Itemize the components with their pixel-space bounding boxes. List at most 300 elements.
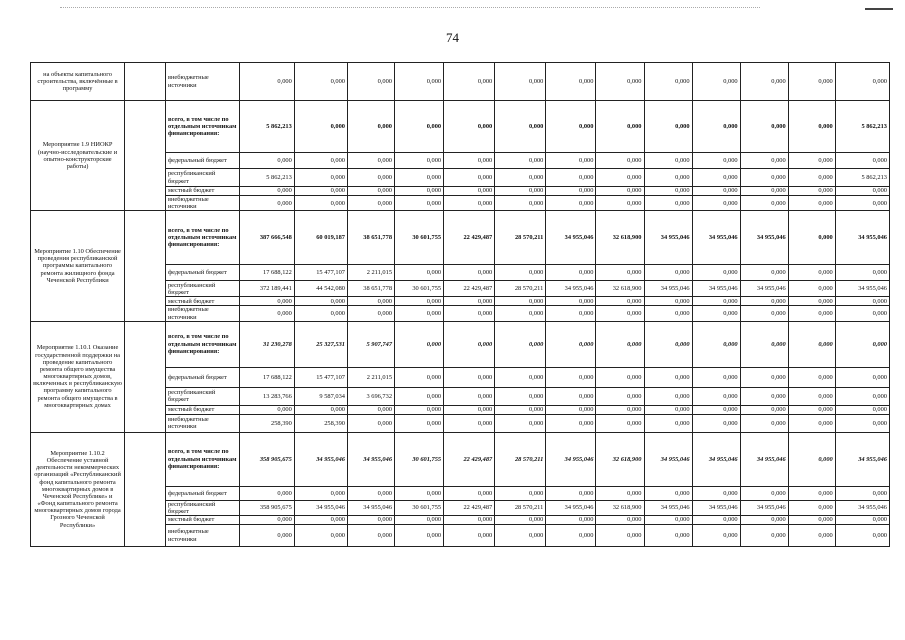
amount-cell: 0,000	[546, 306, 596, 321]
amount-cell: 0,000	[495, 187, 546, 196]
amount-cell: 0,000	[347, 101, 394, 153]
amount-cell: 34 955,046	[294, 500, 347, 515]
amount-cell: 0,000	[692, 297, 740, 306]
amount-cell: 0,000	[444, 367, 495, 387]
amount-cell: 0,000	[347, 196, 394, 211]
amount-cell: 0,000	[692, 187, 740, 196]
amount-cell: 0,000	[788, 367, 835, 387]
amount-cell: 34 955,046	[835, 500, 889, 515]
amount-cell: 0,000	[596, 387, 644, 405]
amount-cell: 0,000	[644, 306, 692, 321]
amount-cell: 0,000	[835, 525, 889, 547]
event-name-cell: Мероприятие 1.10.2 Обеспечение уставной деятельности некоммерческих организаций «Республиканский фонд капитального ремонта многоквартирных домов в Чеченской Республике» и «Фонд капитального ремонта многоквартирных домов города Грозного Чеченской Республики»	[31, 432, 125, 546]
amount-cell: 0,000	[546, 387, 596, 405]
amount-cell: 0,000	[740, 265, 788, 281]
table-row	[31, 432, 890, 486]
amount-cell: 0,000	[444, 306, 495, 321]
amount-cell: 0,000	[596, 153, 644, 169]
amount-cell: 0,000	[788, 432, 835, 486]
amount-cell: 0,000	[395, 63, 444, 101]
funding-source-cell: всего, в том числе по отдельным источникам финансирования:	[165, 432, 239, 486]
amount-cell: 34 955,046	[835, 432, 889, 486]
amount-cell: 28 570,211	[495, 211, 546, 265]
amount-cell: 0,000	[835, 486, 889, 500]
empty-cell	[125, 211, 166, 321]
amount-cell: 0,000	[596, 169, 644, 187]
table-row	[31, 101, 890, 153]
amount-cell: 0,000	[644, 321, 692, 367]
amount-cell: 0,000	[395, 387, 444, 405]
empty-cell	[125, 101, 166, 211]
amount-cell: 0,000	[644, 101, 692, 153]
amount-cell: 0,000	[835, 516, 889, 525]
amount-cell: 0,000	[495, 101, 546, 153]
event-name-cell: на объекты капитального строительства, включённые в программу	[31, 63, 125, 101]
amount-cell: 0,000	[835, 297, 889, 306]
amount-cell: 0,000	[692, 169, 740, 187]
amount-cell: 0,000	[644, 196, 692, 211]
amount-cell: 0,000	[740, 486, 788, 500]
amount-cell: 0,000	[495, 297, 546, 306]
amount-cell: 0,000	[294, 101, 347, 153]
empty-cell	[125, 63, 166, 101]
amount-cell: 5 862,213	[239, 169, 294, 187]
amount-cell: 17 688,122	[239, 367, 294, 387]
amount-cell: 358 905,675	[239, 432, 294, 486]
amount-cell: 0,000	[239, 297, 294, 306]
amount-cell: 358 905,675	[239, 500, 294, 515]
funding-source-cell: федеральный бюджет	[165, 153, 239, 169]
amount-cell: 0,000	[546, 101, 596, 153]
funding-source-cell: местный бюджет	[165, 405, 239, 414]
amount-cell: 0,000	[239, 405, 294, 414]
amount-cell: 0,000	[347, 187, 394, 196]
page-number: 74	[446, 30, 459, 45]
amount-cell: 0,000	[692, 367, 740, 387]
amount-cell: 0,000	[692, 516, 740, 525]
corner-mark	[865, 8, 893, 10]
amount-cell: 0,000	[347, 63, 394, 101]
amount-cell: 0,000	[395, 153, 444, 169]
event-name-cell: Мероприятие 1.9 НИОКР (научно-исследовательские и опытно-конструкторские работы)	[31, 101, 125, 211]
amount-cell: 0,000	[546, 405, 596, 414]
amount-cell: 0,000	[788, 265, 835, 281]
funding-source-cell: внебюджетные источники	[165, 63, 239, 101]
amount-cell: 0,000	[444, 153, 495, 169]
amount-cell: 0,000	[395, 306, 444, 321]
amount-cell: 34 955,046	[692, 281, 740, 297]
amount-cell: 0,000	[596, 414, 644, 432]
amount-cell: 34 955,046	[835, 211, 889, 265]
amount-cell: 0,000	[444, 321, 495, 367]
amount-cell: 0,000	[788, 321, 835, 367]
amount-cell: 34 955,046	[294, 432, 347, 486]
amount-cell: 0,000	[546, 265, 596, 281]
funding-source-cell: республиканский бюджет	[165, 387, 239, 405]
amount-cell: 0,000	[294, 196, 347, 211]
amount-cell: 0,000	[546, 367, 596, 387]
amount-cell: 0,000	[239, 516, 294, 525]
amount-cell: 0,000	[239, 306, 294, 321]
amount-cell: 0,000	[788, 414, 835, 432]
event-name-cell: Мероприятие 1.10 Обеспечение проведения республиканской программы капитального ремонта жилищного фонда Чеченской Республики	[31, 211, 125, 321]
amount-cell: 0,000	[395, 367, 444, 387]
amount-cell: 0,000	[347, 153, 394, 169]
amount-cell: 28 570,211	[495, 281, 546, 297]
amount-cell: 0,000	[596, 196, 644, 211]
amount-cell: 0,000	[692, 196, 740, 211]
amount-cell: 372 189,441	[239, 281, 294, 297]
amount-cell: 0,000	[347, 297, 394, 306]
amount-cell: 0,000	[596, 187, 644, 196]
amount-cell: 0,000	[835, 187, 889, 196]
funding-source-cell: внебюджетные источники	[165, 306, 239, 321]
amount-cell: 0,000	[835, 306, 889, 321]
amount-cell: 5 862,213	[239, 101, 294, 153]
amount-cell: 0,000	[395, 405, 444, 414]
amount-cell: 0,000	[239, 525, 294, 547]
amount-cell: 0,000	[740, 306, 788, 321]
amount-cell: 0,000	[395, 101, 444, 153]
amount-cell: 32 618,900	[596, 211, 644, 265]
amount-cell: 2 211,015	[347, 367, 394, 387]
amount-cell: 34 955,046	[546, 281, 596, 297]
amount-cell: 0,000	[692, 321, 740, 367]
amount-cell: 0,000	[740, 516, 788, 525]
amount-cell: 0,000	[239, 153, 294, 169]
funding-source-cell: местный бюджет	[165, 516, 239, 525]
amount-cell: 0,000	[444, 516, 495, 525]
amount-cell: 0,000	[546, 187, 596, 196]
amount-cell: 3 696,732	[347, 387, 394, 405]
amount-cell: 28 570,211	[495, 500, 546, 515]
amount-cell: 0,000	[788, 169, 835, 187]
amount-cell: 0,000	[788, 196, 835, 211]
amount-cell: 0,000	[347, 405, 394, 414]
amount-cell: 0,000	[444, 525, 495, 547]
amount-cell: 0,000	[395, 297, 444, 306]
amount-cell: 0,000	[788, 387, 835, 405]
amount-cell: 0,000	[596, 525, 644, 547]
amount-cell: 28 570,211	[495, 432, 546, 486]
amount-cell: 0,000	[239, 63, 294, 101]
amount-cell: 0,000	[294, 187, 347, 196]
amount-cell: 0,000	[495, 367, 546, 387]
amount-cell: 0,000	[692, 387, 740, 405]
amount-cell: 15 477,107	[294, 265, 347, 281]
amount-cell: 38 651,778	[347, 211, 394, 265]
amount-cell: 0,000	[495, 169, 546, 187]
amount-cell: 0,000	[444, 63, 495, 101]
amount-cell: 0,000	[692, 486, 740, 500]
amount-cell: 0,000	[546, 297, 596, 306]
amount-cell: 0,000	[788, 500, 835, 515]
amount-cell: 34 955,046	[835, 281, 889, 297]
amount-cell: 0,000	[644, 516, 692, 525]
amount-cell: 0,000	[546, 153, 596, 169]
amount-cell: 0,000	[740, 169, 788, 187]
amount-cell: 0,000	[596, 321, 644, 367]
amount-cell: 0,000	[596, 486, 644, 500]
amount-cell: 0,000	[495, 196, 546, 211]
amount-cell: 0,000	[740, 414, 788, 432]
amount-cell: 9 587,034	[294, 387, 347, 405]
amount-cell: 0,000	[788, 281, 835, 297]
amount-cell: 34 955,046	[347, 432, 394, 486]
amount-cell: 60 019,187	[294, 211, 347, 265]
amount-cell: 34 955,046	[692, 211, 740, 265]
amount-cell: 0,000	[546, 516, 596, 525]
amount-cell: 0,000	[644, 405, 692, 414]
amount-cell: 0,000	[788, 306, 835, 321]
amount-cell: 31 230,278	[239, 321, 294, 367]
amount-cell: 0,000	[495, 321, 546, 367]
amount-cell: 44 542,080	[294, 281, 347, 297]
amount-cell: 0,000	[347, 306, 394, 321]
amount-cell: 0,000	[347, 169, 394, 187]
amount-cell: 0,000	[835, 367, 889, 387]
amount-cell: 0,000	[294, 63, 347, 101]
amount-cell: 0,000	[546, 414, 596, 432]
amount-cell: 0,000	[495, 387, 546, 405]
amount-cell: 0,000	[294, 486, 347, 500]
amount-cell: 0,000	[546, 525, 596, 547]
amount-cell: 0,000	[644, 367, 692, 387]
amount-cell: 0,000	[692, 405, 740, 414]
table-row	[31, 63, 890, 101]
amount-cell: 22 429,487	[444, 432, 495, 486]
amount-cell: 0,000	[788, 153, 835, 169]
amount-cell: 0,000	[692, 525, 740, 547]
amount-cell: 0,000	[395, 516, 444, 525]
amount-cell: 0,000	[546, 63, 596, 101]
amount-cell: 0,000	[835, 321, 889, 367]
amount-cell: 0,000	[596, 297, 644, 306]
amount-cell: 0,000	[692, 306, 740, 321]
empty-cell	[125, 432, 166, 546]
amount-cell: 30 601,755	[395, 500, 444, 515]
amount-cell: 34 955,046	[347, 500, 394, 515]
amount-cell: 0,000	[644, 525, 692, 547]
amount-cell: 0,000	[444, 486, 495, 500]
amount-cell: 30 601,755	[395, 432, 444, 486]
amount-cell: 0,000	[740, 405, 788, 414]
amount-cell: 32 618,900	[596, 500, 644, 515]
amount-cell: 22 429,487	[444, 500, 495, 515]
amount-cell: 0,000	[644, 169, 692, 187]
scan-artifact-line	[60, 7, 760, 9]
amount-cell: 0,000	[294, 306, 347, 321]
amount-cell: 0,000	[444, 414, 495, 432]
funding-source-cell: внебюджетные источники	[165, 414, 239, 432]
funding-source-cell: федеральный бюджет	[165, 367, 239, 387]
amount-cell: 0,000	[740, 187, 788, 196]
amount-cell: 0,000	[495, 63, 546, 101]
event-name-cell: Мероприятие 1.10.1 Оказание государственной поддержки на проведение капитального ремонта общего имущества многоквартирных домов, включенных в республиканскую программу капитального ремонта общего имущества в многоквартирных домах	[31, 321, 125, 432]
amount-cell: 0,000	[644, 63, 692, 101]
amount-cell: 0,000	[444, 169, 495, 187]
amount-cell: 13 283,766	[239, 387, 294, 405]
amount-cell: 34 955,046	[740, 432, 788, 486]
amount-cell: 34 955,046	[644, 211, 692, 265]
amount-cell: 34 955,046	[644, 500, 692, 515]
amount-cell: 0,000	[740, 525, 788, 547]
amount-cell: 0,000	[788, 297, 835, 306]
amount-cell: 32 618,900	[596, 432, 644, 486]
amount-cell: 34 955,046	[740, 211, 788, 265]
amount-cell: 0,000	[596, 63, 644, 101]
financing-table	[30, 62, 890, 547]
amount-cell: 0,000	[444, 387, 495, 405]
funding-source-cell: всего, в том числе по отдельным источникам финансирования:	[165, 321, 239, 367]
amount-cell: 0,000	[788, 405, 835, 414]
funding-source-cell: местный бюджет	[165, 297, 239, 306]
amount-cell: 0,000	[692, 153, 740, 169]
amount-cell: 0,000	[692, 414, 740, 432]
amount-cell: 0,000	[835, 405, 889, 414]
amount-cell: 0,000	[546, 196, 596, 211]
amount-cell: 0,000	[835, 414, 889, 432]
amount-cell: 2 211,015	[347, 265, 394, 281]
amount-cell: 34 955,046	[546, 211, 596, 265]
amount-cell: 0,000	[788, 211, 835, 265]
amount-cell: 0,000	[740, 196, 788, 211]
amount-cell: 0,000	[395, 169, 444, 187]
amount-cell: 0,000	[740, 63, 788, 101]
amount-cell: 0,000	[740, 101, 788, 153]
amount-cell: 0,000	[294, 525, 347, 547]
funding-source-cell: республиканский бюджет	[165, 169, 239, 187]
amount-cell: 34 955,046	[692, 500, 740, 515]
amount-cell: 0,000	[644, 187, 692, 196]
amount-cell: 5 862,213	[835, 169, 889, 187]
amount-cell: 0,000	[788, 516, 835, 525]
funding-source-cell: республиканский бюджет	[165, 500, 239, 515]
funding-source-cell: федеральный бюджет	[165, 265, 239, 281]
amount-cell: 0,000	[740, 297, 788, 306]
funding-source-cell: всего, в том числе по отдельным источникам финансирования:	[165, 101, 239, 153]
amount-cell: 0,000	[546, 169, 596, 187]
amount-cell: 30 601,755	[395, 281, 444, 297]
amount-cell: 0,000	[596, 405, 644, 414]
funding-source-cell: внебюджетные источники	[165, 196, 239, 211]
amount-cell: 0,000	[395, 525, 444, 547]
amount-cell: 0,000	[495, 516, 546, 525]
amount-cell: 0,000	[239, 196, 294, 211]
amount-cell: 387 666,548	[239, 211, 294, 265]
empty-cell	[125, 321, 166, 432]
amount-cell: 0,000	[395, 196, 444, 211]
amount-cell: 0,000	[444, 297, 495, 306]
amount-cell: 5 907,747	[347, 321, 394, 367]
amount-cell: 0,000	[395, 321, 444, 367]
amount-cell: 0,000	[788, 187, 835, 196]
amount-cell: 0,000	[347, 516, 394, 525]
amount-cell: 0,000	[294, 297, 347, 306]
amount-cell: 0,000	[444, 196, 495, 211]
amount-cell: 0,000	[239, 486, 294, 500]
amount-cell: 5 862,213	[835, 101, 889, 153]
amount-cell: 34 955,046	[644, 432, 692, 486]
amount-cell: 34 955,046	[546, 432, 596, 486]
amount-cell: 30 601,755	[395, 211, 444, 265]
amount-cell: 0,000	[644, 414, 692, 432]
amount-cell: 0,000	[495, 265, 546, 281]
amount-cell: 0,000	[644, 297, 692, 306]
amount-cell: 0,000	[740, 367, 788, 387]
amount-cell: 0,000	[495, 306, 546, 321]
amount-cell: 0,000	[294, 153, 347, 169]
amount-cell: 17 688,122	[239, 265, 294, 281]
amount-cell: 0,000	[395, 414, 444, 432]
amount-cell: 0,000	[395, 265, 444, 281]
amount-cell: 0,000	[835, 153, 889, 169]
amount-cell: 0,000	[495, 486, 546, 500]
table-row	[31, 321, 890, 367]
amount-cell: 0,000	[294, 516, 347, 525]
amount-cell: 34 955,046	[740, 500, 788, 515]
funding-source-cell: всего, в том числе по отдельным источникам финансирования:	[165, 211, 239, 265]
amount-cell: 34 955,046	[644, 281, 692, 297]
amount-cell: 0,000	[347, 486, 394, 500]
amount-cell: 0,000	[495, 405, 546, 414]
amount-cell: 25 327,531	[294, 321, 347, 367]
amount-cell: 0,000	[395, 486, 444, 500]
amount-cell: 0,000	[495, 525, 546, 547]
amount-cell: 0,000	[692, 101, 740, 153]
amount-cell: 0,000	[644, 387, 692, 405]
amount-cell: 34 955,046	[692, 432, 740, 486]
amount-cell: 0,000	[294, 169, 347, 187]
amount-cell: 0,000	[644, 153, 692, 169]
amount-cell: 0,000	[788, 486, 835, 500]
amount-cell: 34 955,046	[546, 500, 596, 515]
funding-source-cell: местный бюджет	[165, 187, 239, 196]
funding-source-cell: внебюджетные источники	[165, 525, 239, 547]
amount-cell: 0,000	[596, 101, 644, 153]
amount-cell: 258,390	[239, 414, 294, 432]
amount-cell: 15 477,107	[294, 367, 347, 387]
amount-cell: 0,000	[835, 63, 889, 101]
amount-cell: 22 429,487	[444, 211, 495, 265]
amount-cell: 0,000	[596, 516, 644, 525]
funding-source-cell: федеральный бюджет	[165, 486, 239, 500]
amount-cell: 38 651,778	[347, 281, 394, 297]
amount-cell: 0,000	[644, 486, 692, 500]
amount-cell: 0,000	[596, 306, 644, 321]
amount-cell: 0,000	[788, 63, 835, 101]
amount-cell: 0,000	[347, 414, 394, 432]
amount-cell: 0,000	[740, 153, 788, 169]
amount-cell: 0,000	[395, 187, 444, 196]
amount-cell: 0,000	[444, 405, 495, 414]
amount-cell: 0,000	[444, 265, 495, 281]
amount-cell: 0,000	[546, 486, 596, 500]
amount-cell: 258,390	[294, 414, 347, 432]
amount-cell: 22 429,487	[444, 281, 495, 297]
amount-cell: 0,000	[740, 321, 788, 367]
amount-cell: 32 618,900	[596, 281, 644, 297]
amount-cell: 0,000	[495, 414, 546, 432]
amount-cell: 0,000	[444, 101, 495, 153]
amount-cell: 0,000	[835, 196, 889, 211]
table-row	[31, 211, 890, 265]
amount-cell: 0,000	[294, 405, 347, 414]
amount-cell: 0,000	[596, 367, 644, 387]
amount-cell: 0,000	[692, 63, 740, 101]
amount-cell: 0,000	[788, 525, 835, 547]
amount-cell: 0,000	[740, 387, 788, 405]
